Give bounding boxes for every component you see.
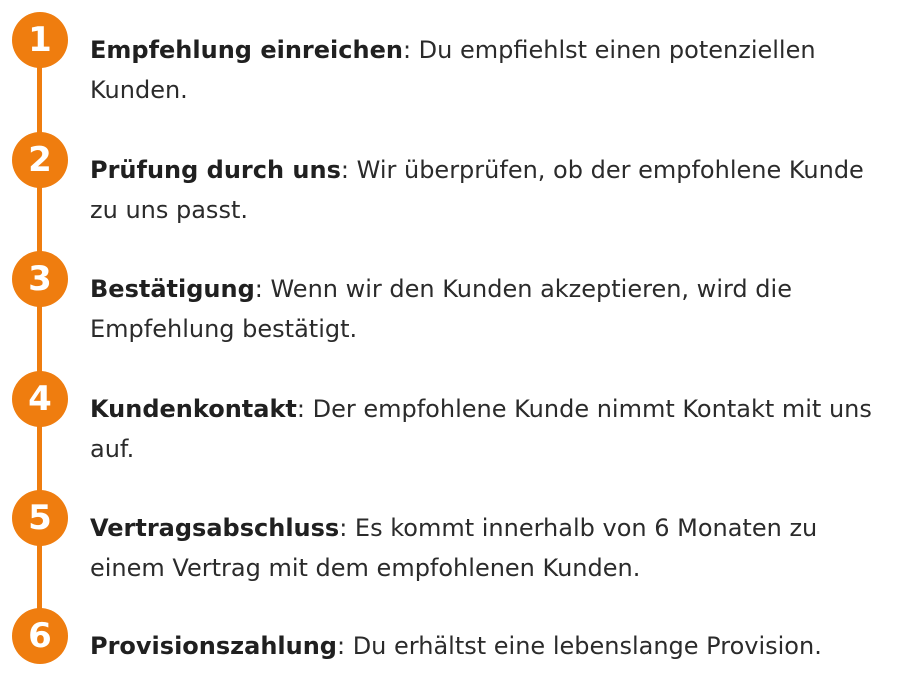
step-description-6: Du erhältst eine lebenslange Provision. <box>352 632 822 660</box>
step-text-1 <box>90 30 895 110</box>
step-description-3: Wenn wir den Kunden akzeptieren, wird die Empfehlung bestätigt. <box>90 275 792 343</box>
step-number-badge-2: 2 <box>12 132 68 188</box>
step-separator-1: : <box>402 36 419 64</box>
step-title-4: Kundenkontakt <box>90 395 297 423</box>
step-description-5: Es kommt innerhalb von 6 Monaten zu einem Vertrag mit dem empfohlenen Kunden. <box>90 514 818 582</box>
step-text-6 <box>90 626 895 666</box>
step-separator-5: : <box>339 514 355 542</box>
step-number-badge-6: 6 <box>12 608 68 664</box>
step-description-1: Du empfiehlst einen potenziellen Kunden. <box>90 36 816 104</box>
step-title-2: Prüfung durch uns <box>90 156 341 184</box>
step-description-4: Der empfohlene Kunde nimmt Kontakt mit uns auf. <box>90 395 872 463</box>
step-title-3: Bestätigung <box>90 275 255 303</box>
step-text-3 <box>90 269 895 349</box>
step-number-badge-3: 3 <box>12 251 68 307</box>
step-title-1: Empfehlung einreichen <box>90 36 403 64</box>
step-number-badge-5: 5 <box>12 490 68 546</box>
step-title-6: Provisionszahlung <box>90 632 337 660</box>
step-separator-4: : <box>296 395 313 423</box>
step-text-5 <box>90 508 895 588</box>
step-separator-3: : <box>254 275 271 303</box>
step-text-2 <box>90 150 895 230</box>
step-separator-2: : <box>340 156 357 184</box>
step-number-badge-4: 4 <box>12 371 68 427</box>
step-number-badge-1: 1 <box>12 12 68 68</box>
step-text-4 <box>90 389 895 469</box>
step-description-2: Wir überprüfen, ob der empfohlene Kunde zu uns passt. <box>90 156 864 224</box>
step-title-5: Vertragsabschluss <box>90 514 340 542</box>
step-separator-6: : <box>336 632 353 660</box>
